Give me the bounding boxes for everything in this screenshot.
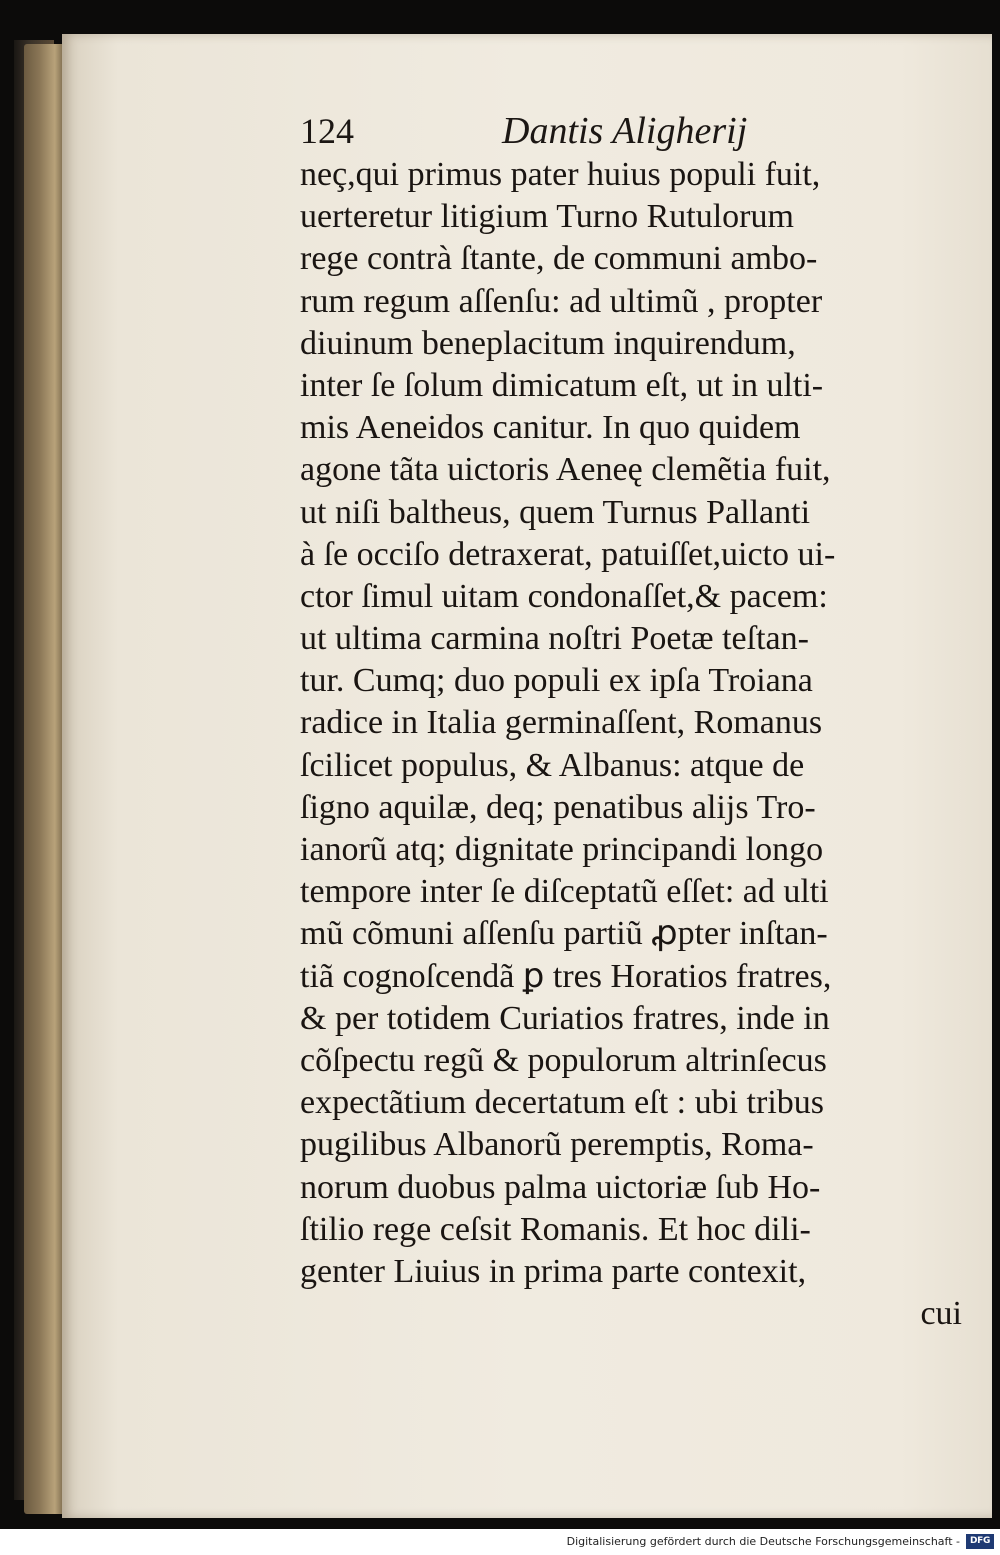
text-line: tempore inter ſe diſceptatũ eſſet: ad ulti — [300, 873, 829, 911]
text-block — [300, 154, 962, 1335]
dfg-logo: DFG — [966, 1534, 994, 1549]
running-head — [300, 106, 950, 156]
text-line: ianorũ atq; dignitate principandi longo — [300, 831, 824, 868]
page-right-edge — [992, 0, 1000, 1535]
text-line: neç,qui primus pater huius populi fuit, — [300, 156, 821, 193]
text-line: cõſpectu regũ & populorum altrinſecus — [300, 1041, 827, 1079]
footer-bar — [0, 1529, 1000, 1555]
text-line: ſcilicet populus, & Albanus: atque de — [300, 746, 805, 784]
text-line: uerteretur litigium Turno Rutulorum — [300, 198, 794, 236]
text-line: à ſe occiſo detraxerat, patuiſſet,uicto ui- — [300, 535, 836, 573]
text-line: ut niſi baltheus, quem Turnus Pallanti — [300, 493, 811, 531]
catchword: cui — [920, 1295, 962, 1333]
text-line: diuinum beneplacitum inquirendum, — [300, 324, 796, 362]
text-line: & per totidem Curiatios fratres, inde in — [300, 999, 830, 1037]
text-line: genter Liuius in prima parte contexit, — [300, 1252, 807, 1290]
text-line: tiã cognoſcendã ꝑ tres Horatios fratres, — [300, 957, 832, 995]
page-number: 124 — [300, 111, 354, 151]
text-line: rum regum aſſenſu: ad ultimũ , propter — [300, 282, 823, 320]
text-line: ſtilio rege ceſsit Romanis. Et hoc dili- — [300, 1210, 811, 1248]
text-line: norum duobus palma uictoriæ ſub Ho- — [300, 1168, 821, 1206]
text-line: tur. Cumq; duo populi ex ipſa Troiana — [300, 662, 813, 700]
text-line: agone tãta uictoris Aeneę clemẽtia fuit, — [300, 451, 831, 489]
text-line: rege contrà ſtante, de communi ambo- — [300, 240, 818, 278]
text-line: pugilibus Albanorũ peremptis, Roma- — [300, 1126, 814, 1164]
running-title: Dantis Aligherij — [502, 110, 748, 152]
text-line: ut ultima carmina noſtri Poetæ teſtan- — [300, 620, 809, 658]
text-line: mis Aeneidos canitur. In quo quidem — [300, 409, 801, 447]
text-line: radice in Italia germinaſſent, Romanus — [300, 704, 823, 742]
text-line: inter ſe ſolum dimicatum eſt, ut in ulti- — [300, 366, 824, 404]
text-line: expectãtium decertatum eſt : ubi tribus — [300, 1084, 824, 1122]
text-line: ſigno aquilæ, deq; penatibus alijs Tro- — [300, 788, 816, 826]
text-line: mũ cõmuni aſſenſu partiũ ꝓpter inſtan- — [300, 915, 828, 953]
text-line: ctor ſimul uitam condonaſſet,& pacem: — [300, 577, 828, 615]
funding-credit: Digitalisierung gefördert durch die Deutsche Forschungsgemeinschaft - — [566, 1535, 960, 1548]
